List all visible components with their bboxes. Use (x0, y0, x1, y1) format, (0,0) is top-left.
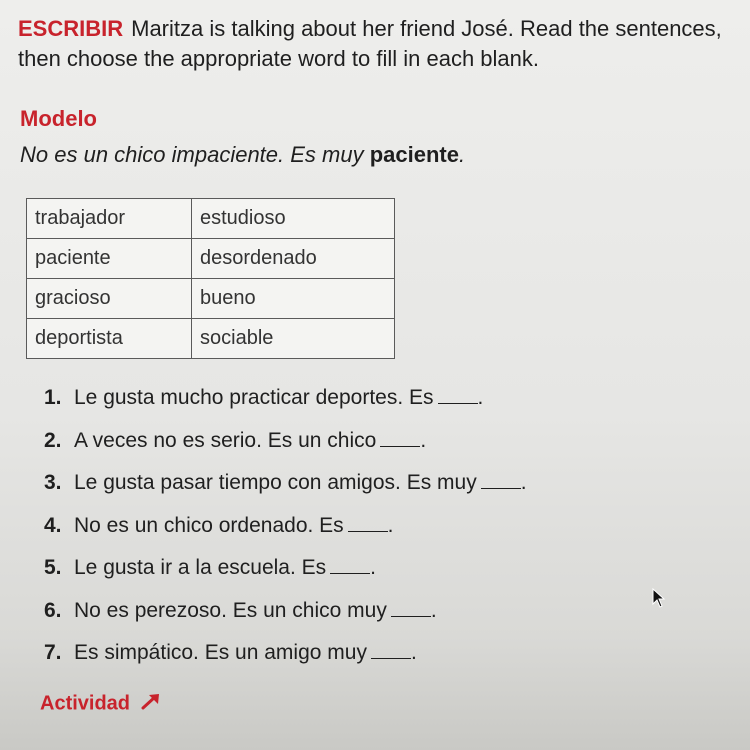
answer-blank[interactable] (380, 426, 420, 447)
answer-blank[interactable] (330, 553, 370, 574)
list-item (44, 468, 527, 511)
instructions-text: Maritza is talking about her friend José. Read the sentences, then choose the appropriate word to fill in each blank. (18, 16, 722, 71)
table-row (27, 199, 395, 239)
item-number: 1. (44, 386, 62, 409)
actividad-link[interactable] (40, 692, 162, 716)
table-cell: trabajador (27, 199, 192, 239)
item-text: A veces no es serio. Es un chico (74, 428, 377, 452)
item-text: Le gusta ir a la escuela. Es (74, 556, 327, 579)
instructions (18, 14, 733, 74)
list-item (44, 511, 527, 554)
item-end: . (370, 556, 376, 579)
actividad-label: Actividad (40, 692, 131, 715)
section-label: ESCRIBIR (18, 16, 124, 41)
item-text: Le gusta mucho practicar deportes. Es (74, 386, 434, 409)
list-item (44, 426, 527, 469)
item-text: Es simpático. Es un amigo muy (74, 641, 367, 664)
table-cell: bueno (192, 279, 395, 319)
modelo-answer: paciente (369, 142, 459, 167)
item-number: 6. (44, 598, 62, 622)
item-number: 2. (44, 428, 62, 452)
item-end: . (420, 428, 427, 452)
item-number: 7. (44, 641, 62, 664)
exercise-list (44, 383, 527, 681)
item-end: . (477, 386, 484, 409)
table-cell: gracioso (27, 279, 192, 319)
item-text: Le gusta pasar tiempo con amigos. Es muy (74, 471, 477, 494)
word-bank-table (26, 198, 395, 359)
mouse-pointer-icon (652, 588, 666, 613)
table-cell: estudioso (192, 199, 395, 239)
list-item (44, 596, 527, 639)
arrow-up-right-icon (140, 692, 162, 716)
answer-blank[interactable] (481, 468, 521, 489)
answer-blank[interactable] (348, 511, 388, 532)
answer-blank[interactable] (438, 383, 478, 404)
table-row (27, 279, 395, 319)
modelo-label: Modelo (20, 106, 97, 131)
table-row (27, 319, 395, 359)
item-end: . (520, 471, 527, 494)
table-cell: paciente (27, 239, 192, 279)
table-row (27, 239, 395, 279)
table-cell: deportista (27, 319, 192, 359)
item-number: 5. (44, 556, 62, 579)
answer-blank[interactable] (371, 638, 411, 659)
item-end: . (410, 641, 417, 664)
table-cell: sociable (192, 319, 395, 359)
table-cell: desordenado (192, 239, 395, 279)
item-number: 4. (44, 513, 62, 537)
modelo-suffix: . (458, 142, 466, 167)
item-end: . (387, 513, 394, 537)
answer-blank[interactable] (391, 596, 431, 617)
item-number: 3. (44, 471, 62, 494)
modelo-sentence (20, 142, 465, 168)
item-text: No es un chico ordenado. Es (74, 513, 344, 537)
item-text: No es perezoso. Es un chico muy (74, 598, 387, 622)
list-item (44, 383, 527, 426)
item-end: . (430, 598, 437, 622)
modelo-prefix: No es un chico impaciente. Es muy (20, 142, 370, 167)
list-item (44, 553, 527, 596)
list-item (44, 638, 527, 681)
